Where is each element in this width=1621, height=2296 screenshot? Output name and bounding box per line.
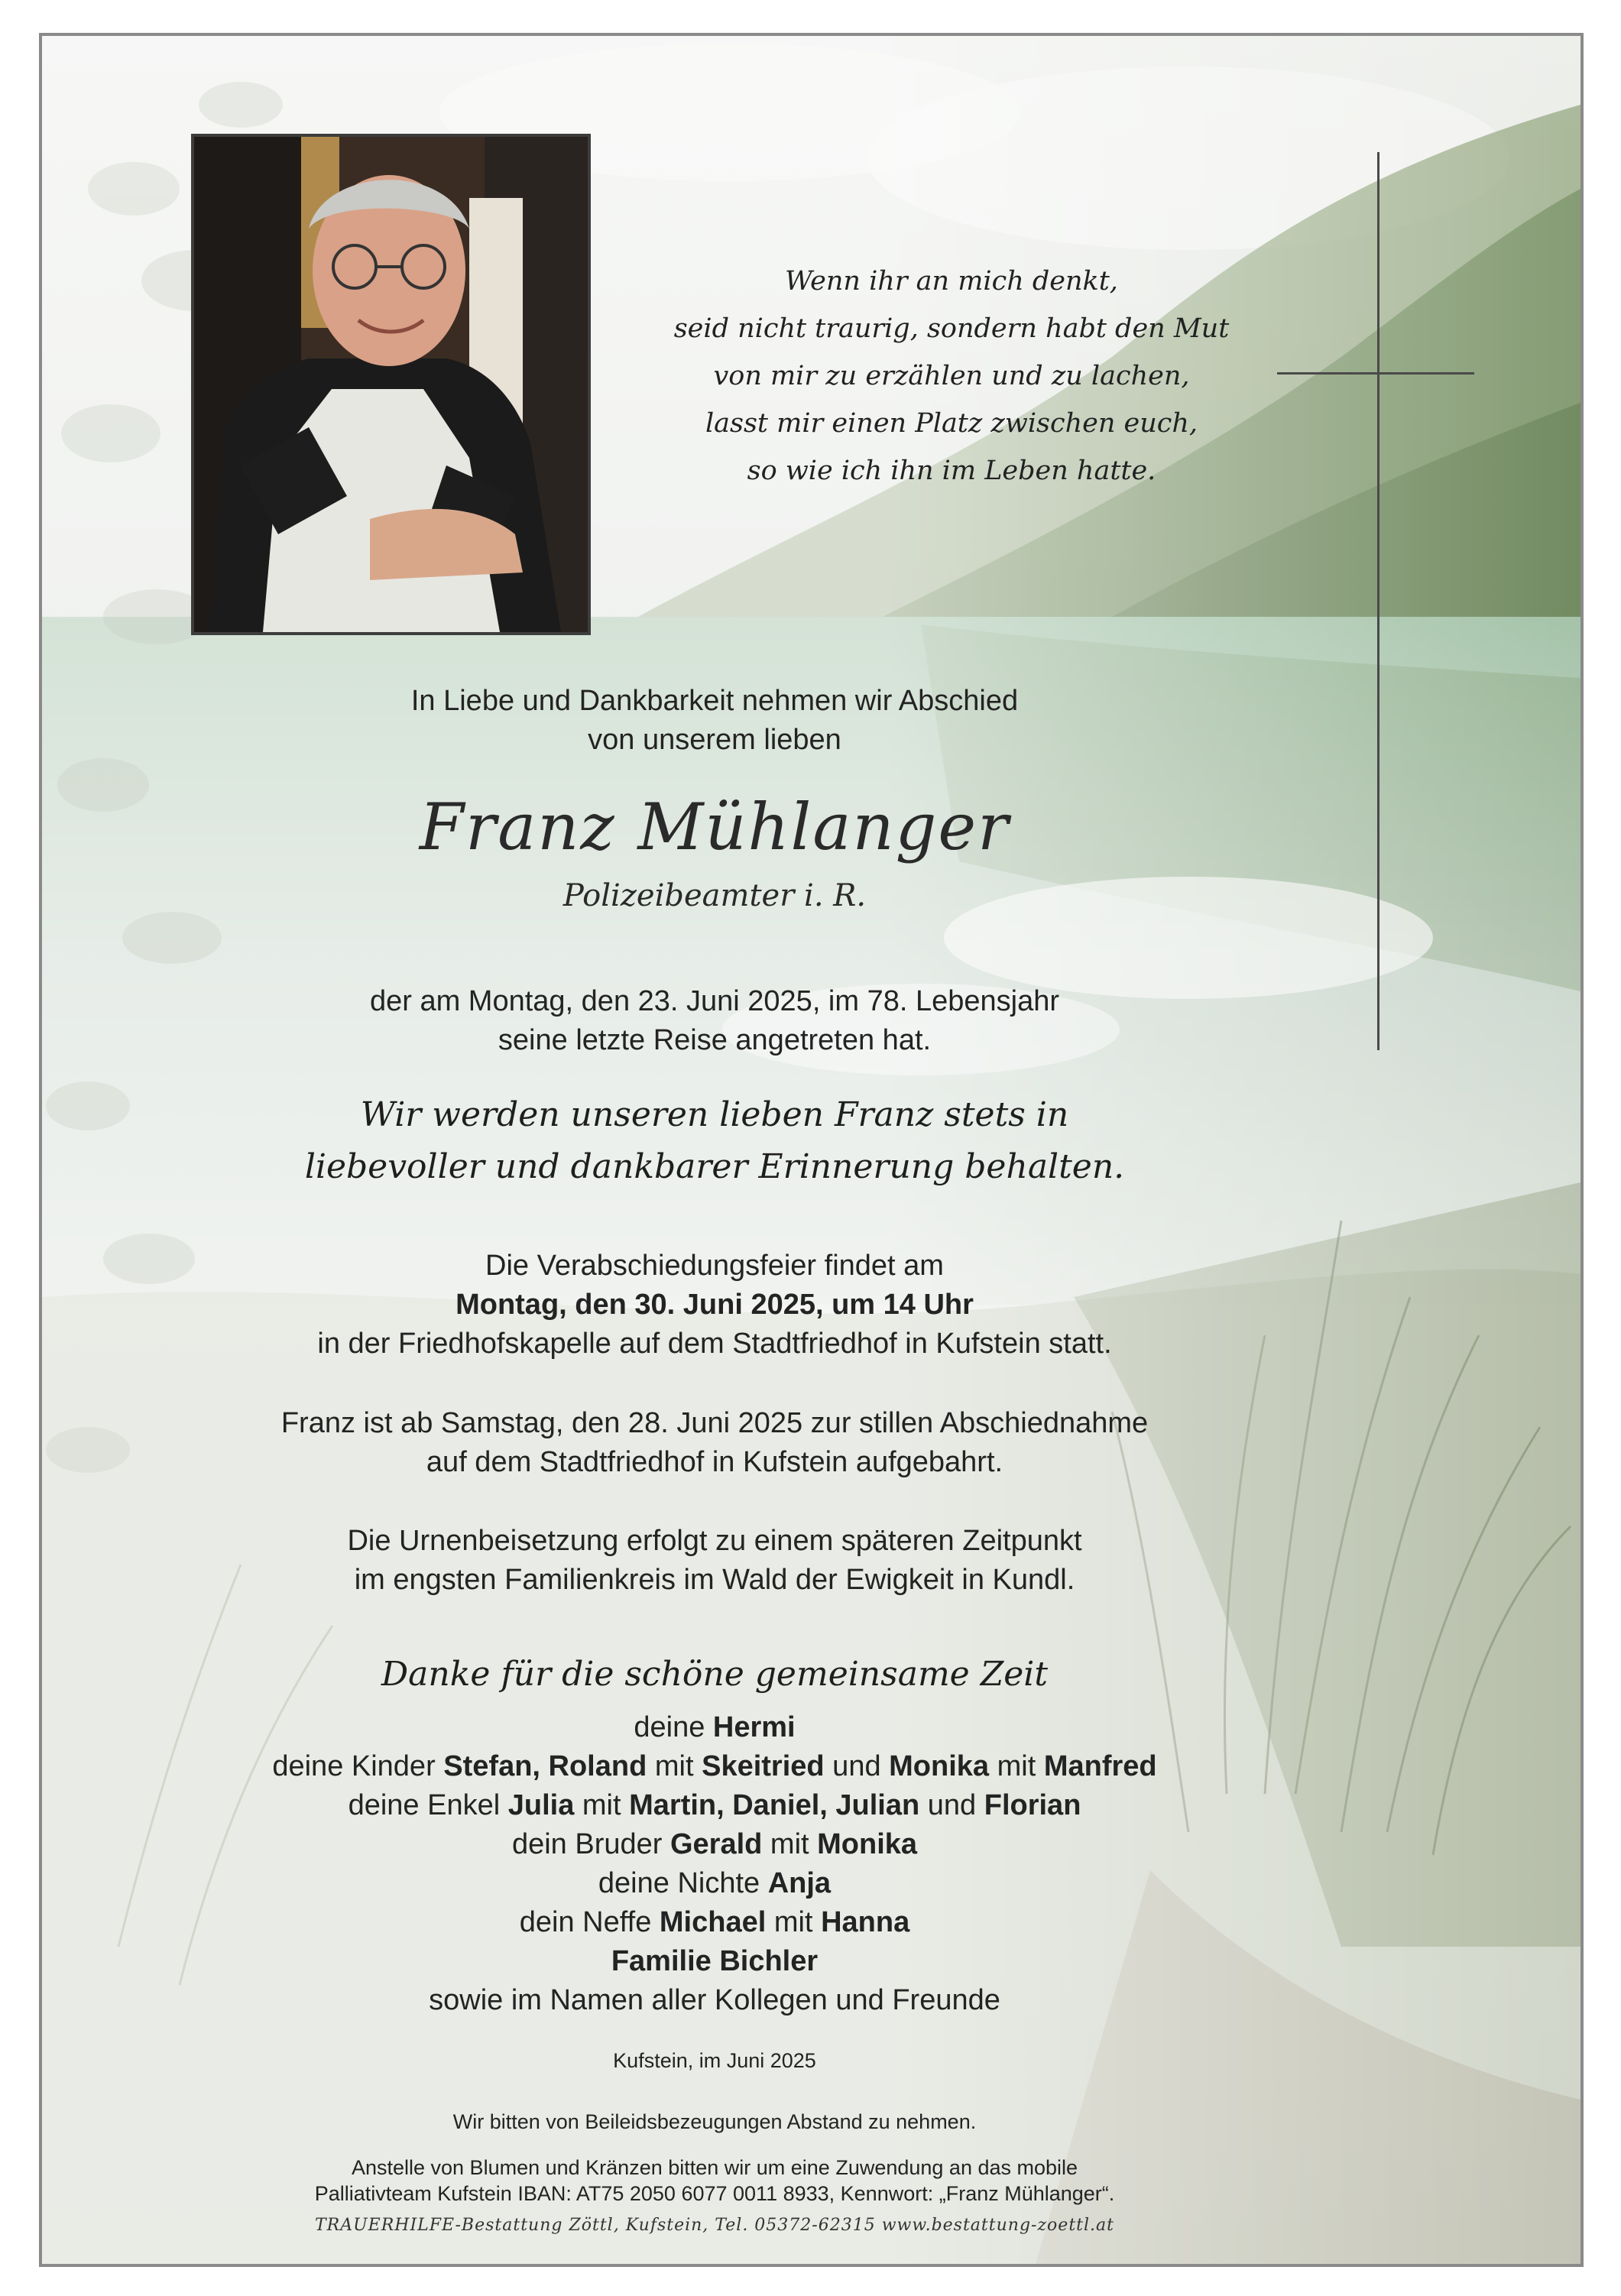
mourner-family: Familie Bichler: [611, 1945, 819, 1977]
viewing-line: auf dem Stadtfriedhof in Kufstein aufgebahrt.: [426, 1446, 1003, 1478]
memory-line: Wir werden unseren lieben Franz stets in: [360, 1095, 1069, 1134]
thanks-heading: Danke für die schöne gemeinsame Zeit: [381, 1655, 1049, 1694]
mourner-grandchildren: deine Enkel Julia mit Martin, Daniel, Julian und Florian: [348, 1789, 1081, 1821]
ceremony-location: in der Friedhofskapelle auf dem Stadtfriedhof in Kufstein statt.: [317, 1328, 1112, 1360]
memory-line: liebevoller und dankbarer Erinnerung behalten.: [304, 1147, 1125, 1186]
deceased-title: Polizeibeamter i. R.: [562, 878, 867, 913]
mourner-wife: deine Hermi: [634, 1711, 796, 1743]
donation-line: Palliativteam Kufstein IBAN: AT75 2050 6077 0011 8933, Kennwort: „Franz Mühlanger“.: [314, 2182, 1115, 2205]
poem-line: lasst mir einen Platz zwischen euch,: [705, 408, 1198, 439]
donation-line: Anstelle von Blumen und Kränzen bitten wir um eine Zuwendung an das mobile: [351, 2156, 1078, 2179]
mourner-brother: dein Bruder Gerald mit Monika: [511, 1828, 918, 1860]
place-date: Kufstein, im Juni 2025: [613, 2049, 816, 2072]
ceremony-line: Die Verabschiedungsfeier findet am: [485, 1250, 944, 1282]
poem-line: seid nicht traurig, sondern habt den Mut: [673, 313, 1230, 344]
viewing-info: [103, 1404, 1326, 1482]
cross-symbol-bar: [1277, 372, 1474, 375]
death-notice: [103, 982, 1326, 1060]
donation-request: [103, 2155, 1326, 2207]
cross-symbol: [1377, 152, 1379, 1050]
poem-line: so wie ich ihn im Leben hatte.: [747, 456, 1156, 486]
burial-line: im engsten Familienkreis im Wald der Ewigkeit in Kundl.: [354, 1564, 1075, 1596]
obituary-card: [39, 33, 1584, 2267]
memory-text: [103, 1089, 1326, 1193]
poem-line: von mir zu erzählen und zu lachen,: [713, 361, 1190, 391]
undertaker-footer: TRAUERHILFE-Bestattung Zöttl, Kufstein, Tel. 05372-62315 www.bestattung-zoettl.at: [314, 2216, 1114, 2235]
viewing-line: Franz ist ab Samstag, den 28. Juni 2025 zur stillen Abschiednahme: [280, 1407, 1149, 1439]
ceremony-date: Montag, den 30. Juni 2025, um 14 Uhr: [456, 1289, 974, 1321]
mourner-others: sowie im Namen aller Kollegen und Freunde: [429, 1984, 1000, 2016]
poem-line: Wenn ihr an mich denkt,: [785, 266, 1118, 297]
mourners-list: [103, 1708, 1326, 2020]
intro-line: von unserem lieben: [588, 724, 841, 756]
intro-text: [103, 682, 1326, 760]
mourner-children: deine Kinder Stefan, Roland mit Skeitried und Monika mit Manfred: [272, 1750, 1157, 1782]
burial-info: [103, 1522, 1326, 1600]
intro-line: In Liebe und Dankbarkeit nehmen wir Abschied: [410, 685, 1019, 717]
condolence-note: Wir bitten von Beileidsbezeugungen Abstand zu nehmen.: [452, 2110, 977, 2133]
poem: [623, 258, 1280, 495]
mourner-niece: deine Nichte Anja: [598, 1867, 832, 1899]
burial-line: Die Urnenbeisetzung erfolgt zu einem späteren Zeitpunkt: [347, 1525, 1082, 1557]
death-notice-line: der am Montag, den 23. Juni 2025, im 78. Lebensjahr: [369, 985, 1060, 1017]
death-notice-line: seine letzte Reise angetreten hat.: [498, 1024, 932, 1056]
mourner-nephew: dein Neffe Michael mit Hanna: [519, 1906, 910, 1938]
deceased-name: Franz Mühlanger: [419, 790, 1010, 864]
ceremony-info: [103, 1247, 1326, 1364]
portrait-photo: [191, 134, 591, 635]
